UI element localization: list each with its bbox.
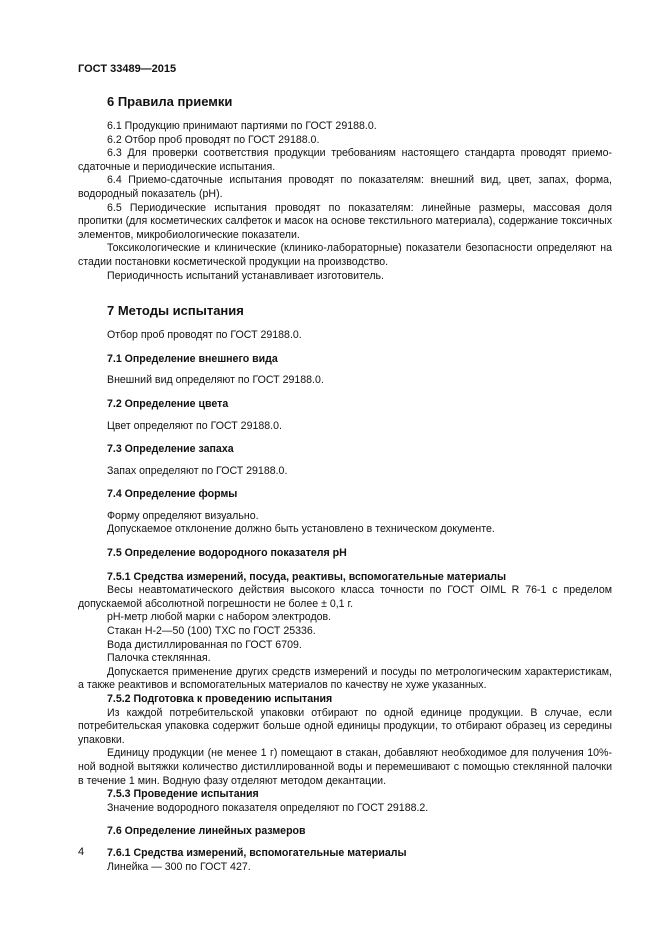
paragraph-6-3: 6.3 Для проверки соответствия продукции требованиям настоящего стандарта проводят приемо-сдаточные и периодические испытания. xyxy=(78,147,612,173)
page-number: 4 xyxy=(78,846,85,858)
paragraph-6-5: 6.5 Периодические испытания проводят по показателям: линейные размеры, массовая доля пропитки (для косметических салфеток и масок на основе текстильного материала), содержание токсичных элементов, микробиологические показатели. xyxy=(78,201,612,241)
paragraph-7-5-3: Значение водородного показателя определяют по ГОСТ 29188.2. xyxy=(107,801,429,814)
paragraph-7-4-a: Форму определяют визуально. xyxy=(107,509,259,522)
section-7-3-heading: 7.3 Определение запаха xyxy=(107,443,234,456)
paragraph-7-5-1-b: pH-метр любой марки с набором электродов. xyxy=(107,611,332,624)
paragraph-7-5-1-d: Вода дистиллированная по ГОСТ 6709. xyxy=(107,638,302,651)
paragraph-7-4-b: Допускаемое отклонение должно быть установлено в техническом документе. xyxy=(107,523,495,536)
paragraph-6-1: 6.1 Продукцию принимают партиями по ГОСТ 29188.0. xyxy=(107,120,377,132)
section-7-1-heading: 7.1 Определение внешнего вида xyxy=(107,352,278,365)
paragraph-7-5-2-a: Из каждой потребительской упаковки отбирают по одной единице продукции. В случае, если потребительская упаковка содержит больше одной единицы продукции, то отбирают образец из середины упаковки. xyxy=(78,706,612,746)
paragraph-7-intro: Отбор проб проводят по ГОСТ 29188.0. xyxy=(107,329,302,342)
section-7-2-heading: 7.2 Определение цвета xyxy=(107,397,229,410)
section-7-6-heading: 7.6 Определение линейных размеров xyxy=(107,825,306,838)
paragraph-6-4: 6.4 Приемо-сдаточные испытания проводят по показателям: внешний вид, цвет, запах, форма, водородный показатель (pH). xyxy=(78,174,612,200)
document-header: ГОСТ 33489—2015 xyxy=(78,63,177,75)
document-body xyxy=(78,94,612,874)
paragraph-7-6-1: Линейка — 300 по ГОСТ 427. xyxy=(107,860,251,873)
section-6-heading: 6 Правила приемки xyxy=(107,94,233,109)
section-7-5-3-heading: 7.5.3 Проведение испытания xyxy=(107,788,259,801)
paragraph-7-5-2-b: Единицу продукции (не менее 1 г) помещают в стакан, добавляют необходимое для получения 10%-ной водной вытяжки количество дистиллированной воды и перемешивают с помощью стеклянной палочки в течение 1 мин. Водную фазу отделяют методом декантации. xyxy=(78,747,612,787)
paragraph-7-2: Цвет определяют по ГОСТ 29188.0. xyxy=(107,419,282,432)
section-7-5-1-heading: 7.5.1 Средства измерений, посуда, реактивы, вспомогательные материалы xyxy=(107,570,507,583)
paragraph-6-2: 6.2 Отбор проб проводят по ГОСТ 29188.0. xyxy=(107,133,320,146)
section-7-5-heading: 7.5 Определение водородного показателя pH xyxy=(107,547,347,560)
paragraph-7-3: Запах определяют по ГОСТ 29188.0. xyxy=(107,464,288,477)
paragraph-7-5-1-a: Весы неавтоматического действия высокого класса точности по ГОСТ OIML R 76-1 с пределом допускаемой абсолютной погрешности не более ± 0,1 г. xyxy=(78,584,612,610)
paragraph-7-5-1-f: Допускается применение других средств измерений и посуды по метрологическим характеристикам, а также реактивов и вспомогательных материалов по качеству не хуже указанных. xyxy=(78,665,612,692)
section-7-heading: 7 Методы испытания xyxy=(107,303,244,319)
section-7-6-1-heading: 7.6.1 Средства измерений, вспомогательные материалы xyxy=(107,846,407,859)
paragraph-toxicology: Токсикологические и клинические (клинико-лабораторные) показатели безопасности определяют на стадии постановки косметической продукции на производство. xyxy=(78,242,612,268)
paragraph-periodicity: Периодичность испытаний устанавливает изготовитель. xyxy=(107,269,384,282)
section-7-5-2-heading: 7.5.2 Подготовка к проведению испытания xyxy=(107,693,333,705)
section-7-4-heading: 7.4 Определение формы xyxy=(107,488,238,501)
paragraph-7-5-1-c: Стакан Н-2—50 (100) ТХС по ГОСТ 25336. xyxy=(107,625,316,638)
paragraph-7-5-1-e: Палочка стеклянная. xyxy=(107,652,211,665)
paragraph-7-1: Внешний вид определяют по ГОСТ 29188.0. xyxy=(107,374,324,387)
